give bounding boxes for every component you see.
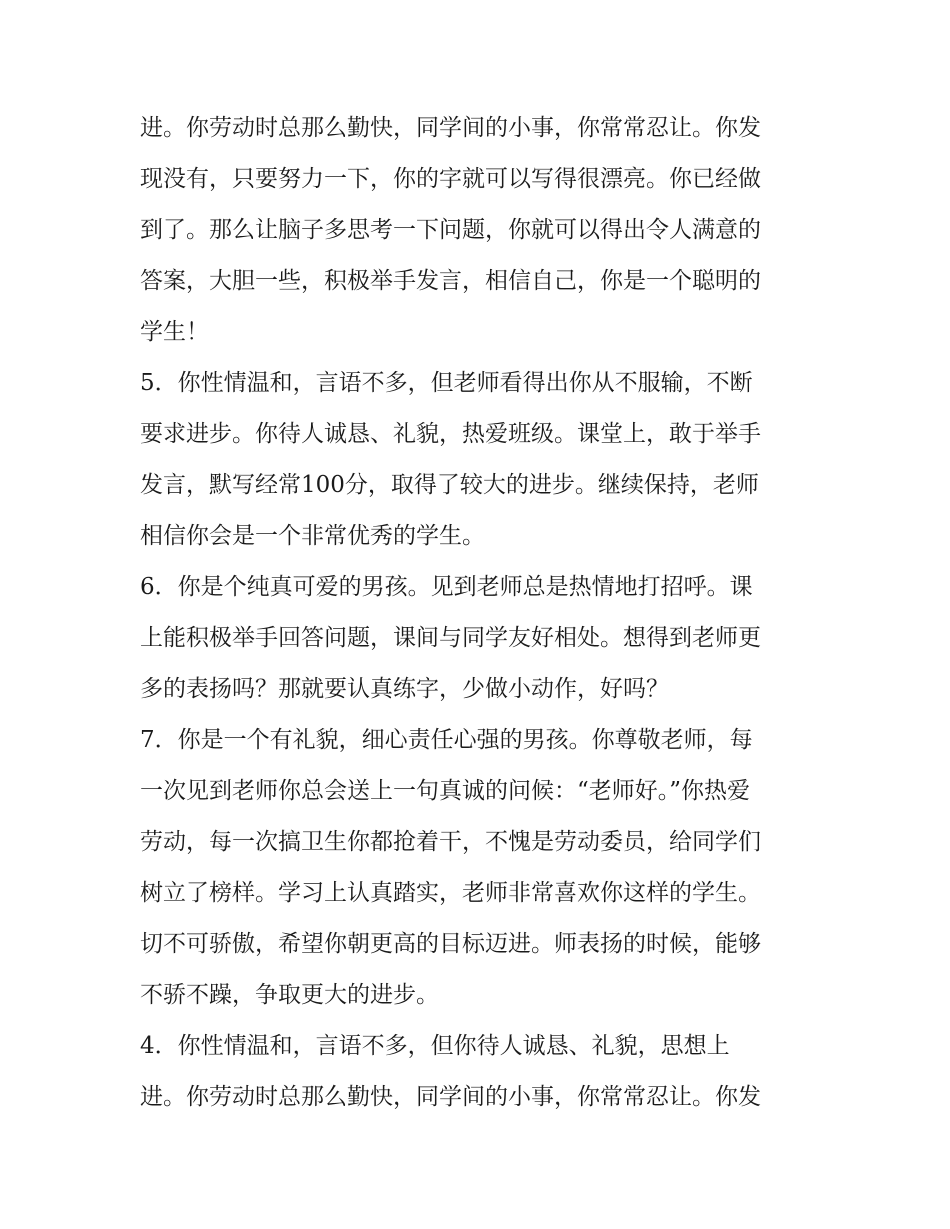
text-line: 现没有，只要努力一下，你的字就可以写得很漂亮。你已经做	[140, 166, 761, 192]
text-line: 6．你是个纯真可爱的男孩。见到老师总是热情地打招呼。课	[140, 574, 753, 600]
text-line: 相信你会是一个非常优秀的学生。	[140, 523, 485, 549]
text-line: 多的表扬吗？那就要认真练字，少做小动作，好吗？	[140, 676, 669, 702]
text-line: 答案，大胆一些，积极举手发言，相信自己，你是一个聪明的	[140, 268, 761, 294]
text-line: 一次见到老师你总会送上一句真诚的问候：“老师好。”你热爱	[140, 778, 751, 804]
text-line: 劳动，每一次搞卫生你都抢着干，不愧是劳动委员，给同学们	[140, 829, 761, 855]
text-line: 5．你性情温和，言语不多，但老师看得出你从不服输，不断	[140, 370, 753, 396]
text-line: 树立了榜样。学习上认真踏实，老师非常喜欢你这样的学生。	[140, 880, 761, 906]
text-line: 4．你性情温和，言语不多，但你待人诚恳、礼貌，思想上	[140, 1033, 730, 1059]
text-line: 进。你劳动时总那么勤快，同学间的小事，你常常忍让。你发	[140, 1084, 761, 1110]
text-line: 进。你劳动时总那么勤快，同学间的小事，你常常忍让。你发	[140, 115, 761, 141]
text-line: 发言，默写经常100分，取得了较大的进步。继续保持，老师	[140, 472, 759, 498]
text-line: 到了。那么让脑子多思考一下问题，你就可以得出令人满意的	[140, 217, 761, 243]
document-body	[140, 103, 830, 1123]
text-line: 要求进步。你待人诚恳、礼貌，热爱班级。课堂上，敢于举手	[140, 421, 761, 447]
text-line: 切不可骄傲，希望你朝更高的目标迈进。师表扬的时候，能够	[140, 931, 761, 957]
text-line: 7．你是一个有礼貌，细心责任心强的男孩。你尊敬老师，每	[140, 727, 753, 753]
text-line: 学生！	[140, 319, 209, 345]
text-line: 不骄不躁，争取更大的进步。	[140, 982, 439, 1008]
text-line: 上能积极举手回答问题，课间与同学友好相处。想得到老师更	[140, 625, 761, 651]
